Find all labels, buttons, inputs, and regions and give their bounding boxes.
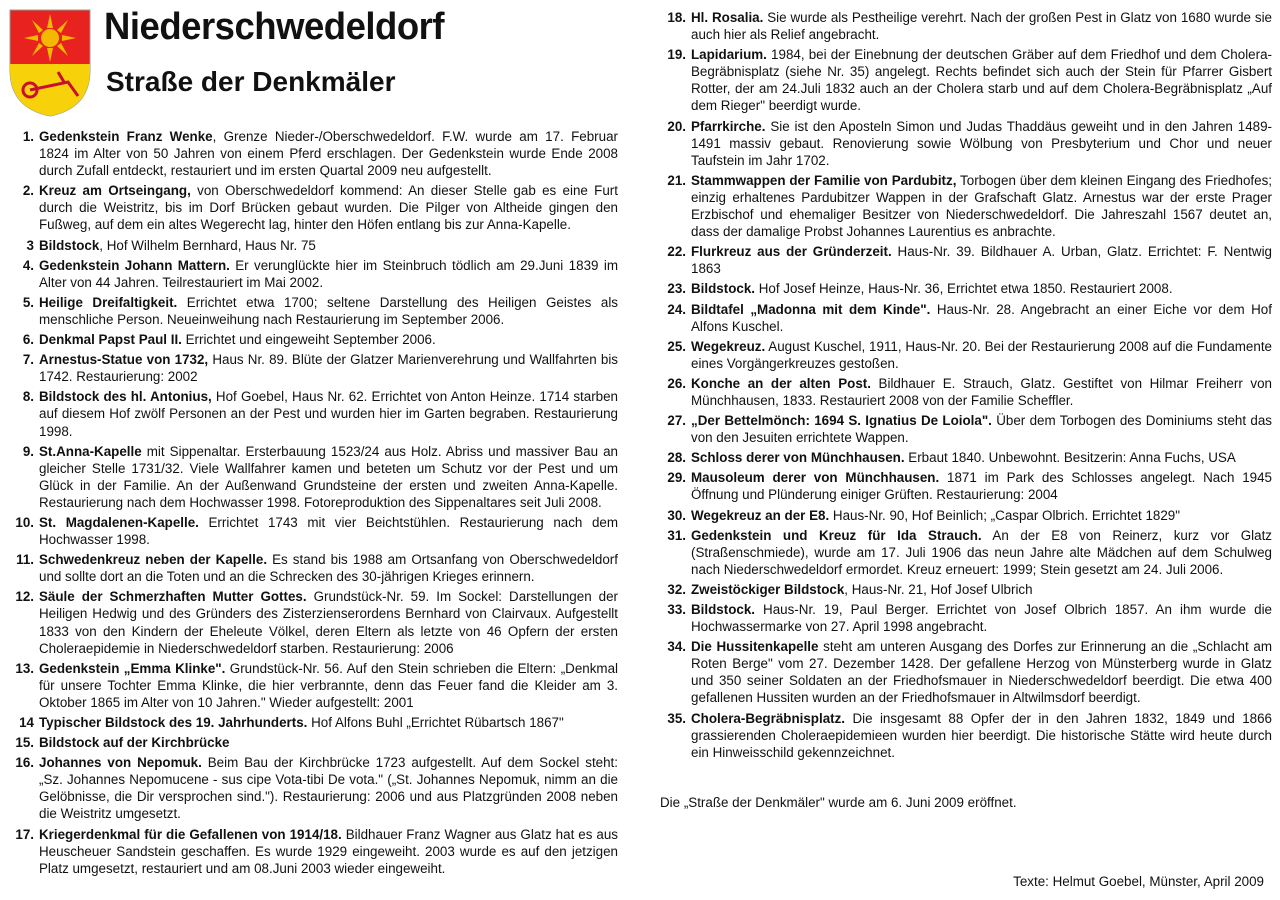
item-title: Bildstock des hl. Antonius, bbox=[39, 389, 212, 405]
item-number: 1. bbox=[22, 129, 34, 144]
item-title: Typischer Bildstock des 19. Jahrhunderts. bbox=[39, 715, 308, 730]
item-title: Stammwappen der Familie von Pardubitz, bbox=[691, 172, 957, 188]
credits: Texte: Helmut Goebel, Münster, April 2009 bbox=[1013, 874, 1264, 889]
item-title: Cholera-Begräbnisplatz. bbox=[691, 710, 846, 726]
item-number: 14 bbox=[19, 715, 34, 730]
item-title: Hl. Rosalia. bbox=[691, 10, 764, 25]
right-column bbox=[660, 9, 1272, 764]
list-item bbox=[8, 294, 618, 328]
list-item bbox=[8, 734, 618, 751]
list-item bbox=[660, 280, 1272, 297]
item-title: Kreuz am Ortseingang, bbox=[39, 183, 191, 199]
list-item bbox=[8, 443, 618, 511]
item-title: „Der Bettelmönch: 1694 S. Ignatius De Loiola". bbox=[691, 413, 992, 429]
item-text: Grundstück-Nr. 59. Im Sockel: Darstellungen der Heiligen Hedwig und des Gründers des Zisterzienserordens Bernhard von Clairvaux. Aufgestellt 1833 von den Kindern der Eheleute Völkel, deren Eltern als letzte von 46 Opfern der ersten Choleraepidemie in Niederschwedeldorf starben. Restaurierung: 2006 bbox=[39, 589, 618, 656]
item-title: Zweistöckiger Bildstock bbox=[691, 581, 845, 597]
item-text: Sie wurde als Pestheilige verehrt. Nach der großen Pest in Glatz von 1680 wurde sie auch hier als Relief angebracht. bbox=[691, 10, 1272, 43]
item-text: Grundstück-Nr. 56. Auf den Stein schrieben die Eltern: „Denkmal für unsere Tochter Emma Klinke, die hier verbrannte, denn das Feuer fand die Kleider am 3. Oktober 1865 im Alter von 10 Jahren." Wieder aufgestellt: 2001 bbox=[39, 660, 619, 710]
list-item bbox=[660, 9, 1272, 43]
list-item bbox=[660, 710, 1272, 761]
item-number: 35. bbox=[667, 710, 686, 726]
item-number: 13. bbox=[15, 660, 34, 676]
item-number: 17. bbox=[15, 826, 34, 842]
item-title: Flurkreuz aus der Gründerzeit. bbox=[691, 244, 892, 260]
list-item bbox=[8, 826, 618, 877]
item-text: , Haus-Nr. 21, Hof Josef Ulbrich bbox=[844, 581, 1033, 597]
item-text: Es stand bis 1988 am Ortsanfang von Oberschwedeldorf und sollte dort an die Toten und an die Schrecken des 30-jährigen Krieges erinnern. bbox=[39, 552, 618, 585]
item-text: Bildhauer E. Strauch, Glatz. Gestiftet von Hilmar Freiherr von Münchhausen, 1833. Restauriert 2008 von der Familie Scheffler. bbox=[691, 375, 1272, 408]
item-text: 1871 im Park des Schlosses angelegt. Nach 1945 Öffnung und Plünderung einiger Grüften. Restaurierung: 2004 bbox=[691, 470, 1272, 503]
header bbox=[0, 0, 640, 125]
item-title: Mausoleum derer von Münchhausen. bbox=[691, 470, 940, 486]
list-item bbox=[8, 237, 618, 254]
list-item bbox=[8, 514, 618, 548]
list-item bbox=[660, 243, 1272, 277]
item-title: Denkmal Papst Paul II. bbox=[39, 332, 182, 348]
item-text: Torbogen über dem kleinen Eingang des Friedhofes; einzig erhaltenes Pardubitzer Wappen in der Grafschaft Glatz. Arnestus war der erste Prager Erzbischof und ehemaliger Besitzer von Niederschwedeldorf. Die Jahreszahl 1567 deutet an, dass der damalige Probst Johannes Laurentius es anbrachte. bbox=[691, 172, 1273, 240]
item-text: Haus Nr. 89. Blüte der Glatzer Marienverehrung und Wallfahrten bis 1742. Restaurierung: 2002 bbox=[39, 352, 619, 385]
item-title: Gedenkstein Johann Mattern. bbox=[39, 257, 230, 273]
item-text: 1984, bei der Einebnung der deutschen Gräber auf dem Friedhof und dem Cholera-Begräbnisplatz (siehe Nr. 35) angelegt. Rechts befindet sich auch der Stein für Pfarrer Gisbert Rotter, der am 24.Juli 1832 auch an der Cholera starb und auf dem Cholera-Begräbnisplatz „Auf dem Rieger" beerdigt wurde. bbox=[691, 47, 1272, 114]
item-number: 15. bbox=[15, 735, 34, 751]
item-text: Hof Goebel, Haus Nr. 62. Errichtet von Anton Heinze. 1714 starben auf diesem Hof zwölf Personen an der Pest und wurden hier im Garten begraben. Restaurierung 1998. bbox=[39, 389, 618, 439]
item-number: 24. bbox=[667, 301, 686, 317]
list-item bbox=[8, 182, 618, 233]
item-number: 29. bbox=[667, 470, 686, 486]
item-text: steht am unteren Ausgang des Dorfes zur Erinnerung an die „Schlacht am Roten Berge" vom 27. Dezember 1428. Der gefallene Herzog von Münsterberg wurde in Glatz und 350 seiner Soldaten an der Friedhofsmauer in Niederschwedeldorf beerdigt. Die etwa 400 gefallenen Hussiten wurden an der Friedhofsmauer in Altwilmsdorf beerdigt. bbox=[691, 639, 1272, 706]
list-item bbox=[660, 46, 1272, 114]
item-text: Hof Josef Heinze, Haus-Nr. 36, Errichtet etwa 1850. Restauriert 2008. bbox=[755, 281, 1173, 297]
item-number: 33. bbox=[667, 602, 686, 617]
item-title: Heilige Dreifaltigkeit. bbox=[39, 294, 178, 310]
item-number: 25. bbox=[667, 338, 686, 354]
item-text: Haus-Nr. 39. Bildhauer A. Urban, Glatz. Errichtet: F. Nentwig 1863 bbox=[691, 244, 1272, 277]
item-text: Sie ist den Aposteln Simon und Judas Thaddäus geweiht und in den Jahren 1489-1491 massiv gebaut. Renovierung sowie Wölbung von Presbyterium und Chor und neuer Taufstein im Jahr 1702. bbox=[691, 118, 1272, 168]
item-title: St. Magdalenen-Kapelle. bbox=[39, 514, 199, 530]
list-item bbox=[660, 527, 1272, 578]
opening-note: Die „Straße der Denkmäler" wurde am 6. Juni 2009 eröffnet. bbox=[660, 795, 1017, 810]
item-number: 12. bbox=[15, 589, 34, 605]
item-title: Konche an der alten Post. bbox=[691, 375, 871, 391]
item-text: , Hof Wilhelm Bernhard, Haus Nr. 75 bbox=[99, 237, 316, 253]
item-number: 28. bbox=[667, 450, 686, 466]
item-title: Bildstock. bbox=[691, 281, 755, 297]
item-text: Hof Alfons Buhl „Errichtet Rübartsch 1867" bbox=[307, 715, 564, 730]
item-title: Säule der Schmerzhaften Mutter Gottes. bbox=[39, 589, 307, 605]
item-number: 8. bbox=[22, 389, 34, 405]
list-item bbox=[660, 172, 1272, 240]
list-item bbox=[660, 581, 1272, 598]
item-number: 3 bbox=[26, 237, 34, 253]
list-item bbox=[660, 469, 1272, 503]
item-title: Schwedenkreuz neben der Kapelle. bbox=[39, 552, 268, 568]
list-item bbox=[8, 714, 618, 731]
item-number: 4. bbox=[22, 257, 34, 273]
item-text: Errichtet und eingeweiht September 2006. bbox=[181, 332, 436, 348]
item-text: Errichtet 1743 mit vier Beichtstühlen. Restaurierung nach dem Hochwasser 1998. bbox=[39, 514, 618, 548]
item-text: , Grenze Nieder-/Oberschwedeldorf. F.W. wurde am 17. Februar 1824 im Alter von 50 Jahren von einem Pferd erschlagen. Der Gedenkstein wurde Ende 2008 durch Zufall entdeckt, restauriert und im ersten Quartal 2009 neu aufgestellt. bbox=[39, 129, 618, 179]
item-number: 18. bbox=[667, 10, 686, 25]
item-text: August Kuschel, 1911, Haus-Nr. 20. Bei der Restaurierung 2008 auf die Fundamente eines Vorgängerkreuzes gestoßen. bbox=[691, 338, 1272, 371]
left-column bbox=[8, 128, 618, 880]
item-text: Die insgesamt 88 Opfer der in den Jahren 1832, 1849 und 1866 grassierenden Choleraepidemieen wurden hier beerdigt. Die historische Stätte wird heute durch ein Hinweisschild gekennzeichnet. bbox=[691, 710, 1272, 760]
list-item bbox=[8, 754, 618, 822]
list-item bbox=[8, 388, 618, 439]
list-item bbox=[660, 638, 1272, 706]
item-text: von Oberschwedeldorf kommend: An dieser Stelle gab es eine Furt durch die Weistritz, bis im Dorf Brücken gebaut wurden. Die Pilger von Altheide gingen den Fußweg, auf dem ein altes Wegerecht lag, hinter den Höfen entlang bis zur Anna-Kapelle. bbox=[39, 183, 618, 233]
item-number: 19. bbox=[667, 47, 686, 63]
list-item bbox=[660, 507, 1272, 524]
item-text: Er verunglückte hier im Steinbruch tödlich am 29.Juni 1839 im Alter von 44 Jahren. Teilrestauriert im Mai 2002. bbox=[39, 257, 618, 290]
item-number: 2. bbox=[22, 183, 34, 199]
list-item bbox=[660, 412, 1272, 446]
item-number: 11. bbox=[16, 552, 34, 568]
item-title: Gedenkstein Franz Wenke bbox=[39, 129, 213, 144]
item-title: Bildtafel „Madonna mit dem Kinde". bbox=[691, 301, 931, 317]
item-number: 23. bbox=[667, 281, 686, 297]
item-number: 31. bbox=[667, 527, 686, 543]
item-title: Bildstock bbox=[39, 237, 100, 253]
list-item bbox=[660, 375, 1272, 409]
item-number: 10. bbox=[15, 514, 34, 530]
item-title: Bildstock auf der Kirchbrücke bbox=[39, 735, 230, 751]
list-item bbox=[8, 257, 618, 291]
item-title: Wegekreuz. bbox=[691, 338, 766, 354]
item-text: Über dem Torbogen des Dominiums steht das von den Jesuiten errichtete Wappen. bbox=[691, 413, 1272, 446]
item-title: Die Hussitenkapelle bbox=[691, 639, 819, 655]
page-title: Niederschwedeldorf bbox=[104, 6, 445, 48]
list-item bbox=[8, 351, 618, 385]
list-item bbox=[660, 601, 1272, 635]
item-number: 5. bbox=[22, 294, 34, 310]
item-number: 20. bbox=[667, 118, 686, 134]
list-item bbox=[660, 338, 1272, 372]
item-text: mit Sippenaltar. Ersterbauung 1523/24 aus Holz. Abriss und massiver Bau an gleicher Stelle 1731/32. Viele Wallfahrer kamen und beteten um Schutz vor der Pest und um Glück in der Familie. An der Außenwand Grundsteine der ersten und zweiten Anna-Kapelle. Restaurierung nach dem Hochwasser 1998. Fotoreproduktion des Sippenaltares seit Juli 2008. bbox=[39, 443, 618, 510]
item-title: St.Anna-Kapelle bbox=[39, 443, 142, 459]
item-title: Gedenkstein und Kreuz für Ida Strauch. bbox=[691, 527, 982, 543]
item-title: Lapidarium. bbox=[691, 47, 767, 63]
item-title: Johannes von Nepomuk. bbox=[39, 755, 202, 771]
item-text: Haus-Nr. 28. Angebracht an einer Eiche vor dem Hof Alfons Kuschel. bbox=[691, 301, 1272, 334]
coat-of-arms-icon bbox=[8, 8, 92, 118]
item-number: 34. bbox=[667, 639, 686, 655]
item-text: Haus-Nr. 90, Hof Beinlich; „Caspar Olbrich. Errichtet 1829" bbox=[829, 507, 1181, 523]
item-number: 16. bbox=[15, 755, 34, 771]
item-title: Arnestus-Statue von 1732, bbox=[39, 352, 209, 368]
list-item bbox=[8, 660, 618, 711]
item-text: Beim Bau der Kirchbrücke 1723 aufgestellt. Auf dem Sockel steht: „Sz. Johannes Nepomucene - sus cipe Vota-tibi De vota." („St. Johannes Nepomuk, nimm an die Gelöbnisse, die Dir versprochen sind."). Restaurierung: 2006 und aus Platzgründen 2008 neben die Weistritz umgesetzt. bbox=[39, 755, 619, 822]
item-text: Errichtet etwa 1700; seltene Darstellung des Heiligen Geistes als menschliche Person. Neueinweihung nach Restaurierung im September 2006. bbox=[39, 294, 618, 327]
list-item bbox=[660, 301, 1272, 335]
item-number: 21. bbox=[667, 172, 686, 188]
item-number: 22. bbox=[667, 244, 686, 260]
item-title: Bildstock. bbox=[691, 602, 755, 617]
item-text: Erbaut 1840. Unbewohnt. Besitzerin: Anna Fuchs, USA bbox=[904, 450, 1236, 466]
item-number: 30. bbox=[667, 507, 686, 523]
item-title: Wegekreuz an der E8. bbox=[691, 507, 830, 523]
page-subtitle: Straße der Denkmäler bbox=[106, 66, 396, 97]
item-number: 27. bbox=[667, 413, 686, 429]
item-number: 7. bbox=[22, 352, 34, 368]
item-text: Bildhauer Franz Wagner aus Glatz hat es aus Heuscheuer Sandstein geschaffen. Es wurde 1929 eingeweiht. 2003 wurde es auf den jetzigen Platz umgesetzt, restauriert und am 08.Juni 2003 wieder eingeweiht. bbox=[39, 826, 618, 876]
list-item bbox=[660, 449, 1272, 466]
item-title: Kriegerdenkmal für die Gefallenen von 1914/18. bbox=[39, 826, 342, 842]
item-number: 6. bbox=[22, 332, 34, 348]
list-item bbox=[8, 331, 618, 348]
item-number: 9. bbox=[22, 443, 34, 459]
item-text: Haus-Nr. 19, Paul Berger. Errichtet von Josef Olbrich 1857. An ihm wurde die Hochwassermarke von 27. April 1998 angebracht. bbox=[691, 602, 1272, 635]
item-title: Pfarrkirche. bbox=[691, 118, 766, 134]
item-title: Schloss derer von Münchhausen. bbox=[691, 450, 905, 466]
item-number: 26. bbox=[667, 375, 686, 391]
item-text: An der E8 von Reinerz, kurz vor Glatz (Straßenschmiede), wurde am 17. Juli 1906 das neun Jahre alte Mädchen auf dem Schulweg nach Niederschwedeldorf ermordet. Kreuz erneuert: 1999; Stein gesetzt am 24. Juli 2006. bbox=[691, 527, 1272, 577]
item-title: Gedenkstein „Emma Klinke". bbox=[39, 660, 226, 676]
list-item bbox=[660, 118, 1272, 169]
list-item bbox=[8, 588, 618, 656]
list-item bbox=[8, 128, 618, 179]
item-number: 32. bbox=[667, 581, 686, 597]
list-item bbox=[8, 551, 618, 585]
